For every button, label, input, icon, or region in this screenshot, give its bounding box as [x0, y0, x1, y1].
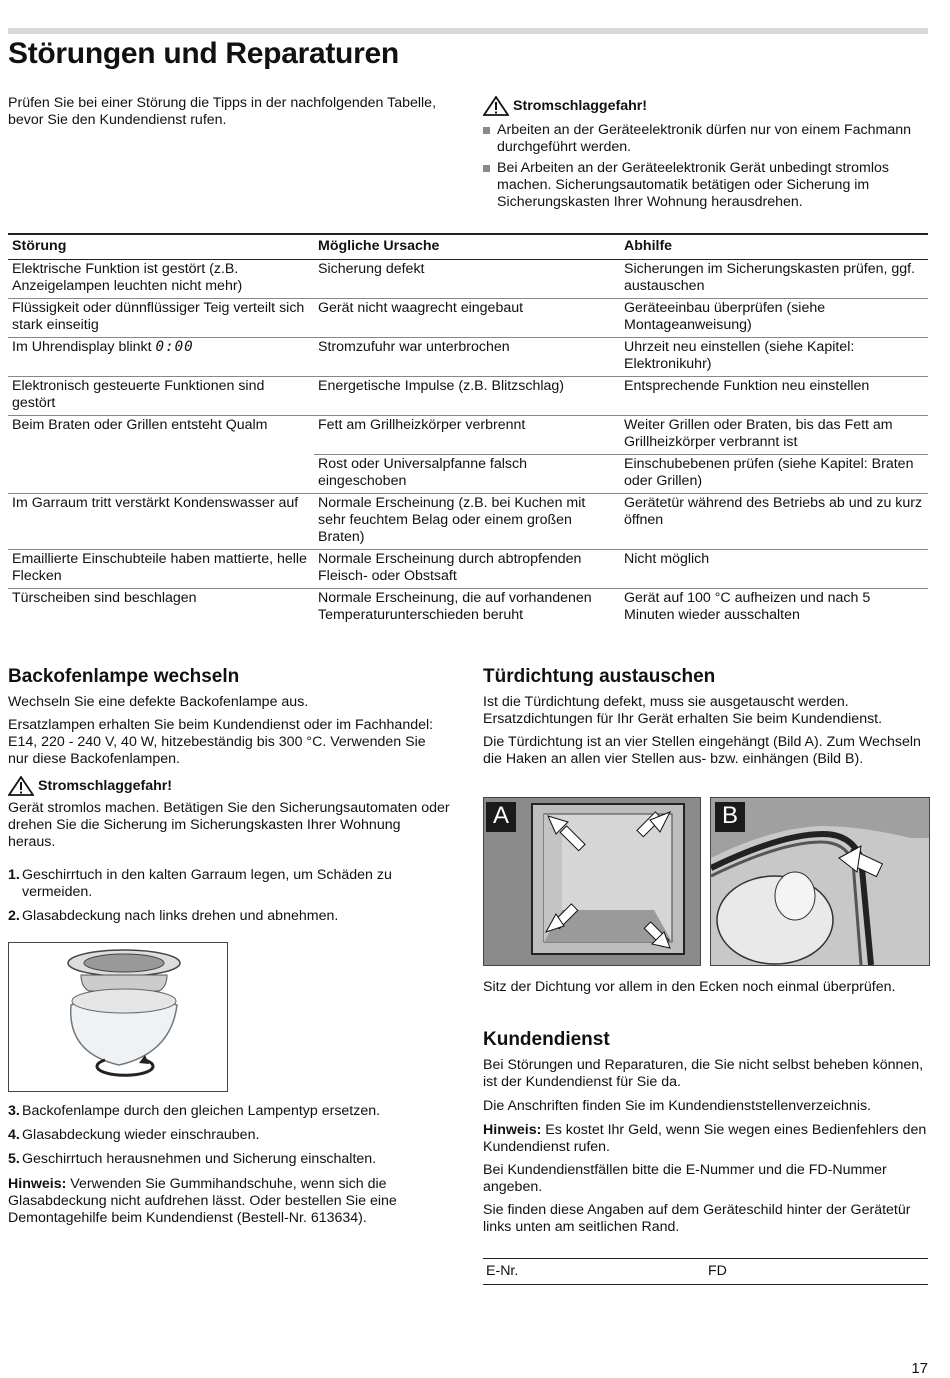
warning-triangle-icon	[8, 776, 34, 796]
lamp-steps	[8, 867, 450, 925]
clock-display-value: 0:00	[155, 339, 194, 355]
seal-heading: Türdichtung austauschen	[483, 666, 716, 687]
service-paragraph: Die Anschriften finden Sie im Kundendienststellenverzeichnis.	[483, 1098, 872, 1114]
top-rule	[8, 28, 928, 34]
remedy-cell: Gerätetür während des Betriebs ab und zu kurz öffnen	[620, 494, 928, 550]
lamp-cover-illustration	[9, 943, 227, 1091]
service-heading: Kundendienst	[483, 1029, 610, 1050]
lamp-figure	[8, 942, 228, 1092]
table-row	[8, 455, 928, 494]
seal-paragraph: Die Türdichtung ist an vier Stellen eingehängt (Bild A). Zum Wechseln die Haken an allen vier Stellen aus- bzw. einhängen (Bild B).	[483, 734, 921, 767]
warning-title	[483, 96, 928, 116]
warning-triangle-icon	[483, 96, 509, 116]
problem-cell: Im Uhrendisplay blinkt 0:00	[8, 338, 314, 377]
remedy-cell: Weiter Grillen oder Braten, bis das Fett am Grillheizkörper verbrannt ist	[620, 416, 928, 455]
problem-cell	[8, 455, 314, 494]
troubleshooting-table	[8, 233, 928, 627]
cause-cell: Sicherung defekt	[314, 260, 620, 299]
warning-title-text: Stromschlaggefahr!	[513, 97, 648, 114]
table-row	[8, 338, 928, 377]
problem-cell: Im Garraum tritt verstärkt Kondenswasser auf	[8, 494, 314, 550]
problem-cell: Türscheiben sind beschlagen	[12, 590, 197, 606]
table-row	[8, 416, 928, 455]
table-row	[8, 589, 928, 628]
service-section	[483, 1029, 928, 1236]
list-item: 2. Glasabdeckung nach links drehen und abnehmen.	[8, 908, 339, 924]
lamp-warning-title: Stromschlaggefahr!	[8, 776, 450, 796]
lamp-section	[8, 666, 450, 925]
fd-label: FD	[708, 1263, 727, 1279]
problem-cell: Elektronisch gesteuerte Funktionen sind gestört	[8, 377, 314, 416]
cause-cell: Gerät nicht waagrecht eingebaut	[314, 299, 620, 338]
table-row	[8, 299, 928, 338]
cause-cell: Stromzufuhr war unterbrochen	[314, 338, 620, 377]
column-header: Störung	[8, 234, 314, 260]
remedy-cell: Entsprechende Funktion neu einstellen	[620, 377, 928, 416]
table-row	[8, 377, 928, 416]
column-header: Abhilfe	[620, 234, 928, 260]
cause-cell: Normale Erscheinung durch abtropfenden Fleisch- oder Obstsaft	[314, 550, 620, 589]
warning-item: Arbeiten an der Geräteelektronik dürfen nur von einem Fachmann durchgeführt werden.	[483, 122, 928, 156]
remedy-cell: Sicherungen im Sicherungskasten prüfen, ggf. austauschen	[620, 260, 928, 299]
seal-paragraph: Sitz der Dichtung vor allem in den Ecken noch einmal überprüfen.	[483, 979, 896, 995]
problem-cell: Elektrische Funktion ist gestört (z.B. Anzeigelampen leuchten nicht mehr)	[8, 260, 314, 299]
column-header: Mögliche Ursache	[314, 234, 620, 260]
table-row	[8, 550, 928, 589]
cause-cell: Normale Erscheinung (z.B. bei Kuchen mit sehr feuchtem Belag oder einem großen Braten)	[314, 494, 620, 550]
warning-box	[483, 96, 928, 215]
seal-section	[483, 666, 928, 768]
service-paragraph: Bei Störungen und Reparaturen, die Sie nicht selbst beheben können, ist der Kundendienst für Sie da.	[483, 1057, 924, 1090]
door-seal-illustration-a	[484, 798, 700, 965]
figure-b	[710, 797, 930, 966]
lamp-paragraph: Ersatzlampen erhalten Sie beim Kundendienst oder im Fachhandel: E14, 220 - 240 V, 40 W, hitzebeständig bis 300 °C. Verwenden Sie nur diese Backofenlampen.	[8, 717, 434, 767]
table-row	[8, 260, 928, 299]
lamp-steps	[8, 1103, 450, 1168]
page-title: Störungen und Reparaturen	[8, 37, 399, 70]
seal-section-continued	[483, 979, 928, 996]
remedy-cell: Uhrzeit neu einstellen (siehe Kapitel: Elektronikuhr)	[620, 338, 928, 377]
problem-cell: Beim Braten oder Grillen entsteht Qualm	[12, 417, 268, 433]
figure-a-label: A	[486, 802, 516, 832]
problem-cell: Flüssigkeit oder dünnflüssiger Teig verteilt sich stark einseitig	[8, 299, 314, 338]
table-row	[8, 494, 928, 550]
warning-item: Bei Arbeiten an der Geräteelektronik Gerät unbedingt stromlos machen. Sicherungsautomatik betätigen oder Sicherung im Sicherungskasten Ihrer Wohnung herausdrehen.	[483, 160, 928, 211]
lamp-warning-text: Gerät stromlos machen. Betätigen Sie den Sicherungsautomaten oder drehen Sie die Sicherung im Sicherungskasten Ihrer Wohnung heraus.	[8, 800, 450, 850]
cause-cell: Energetische Impulse (z.B. Blitzschlag)	[314, 377, 620, 416]
lamp-heading: Backofenlampe wechseln	[8, 666, 240, 687]
list-item: 5. Geschirrtuch herausnehmen und Sicherung einschalten.	[8, 1151, 377, 1167]
service-paragraph: Bei Kundendienstfällen bitte die E-Nummer und die FD-Nummer angeben.	[483, 1162, 887, 1195]
lamp-paragraph: Wechseln Sie eine defekte Backofenlampe aus.	[8, 694, 309, 710]
service-paragraph: Sie finden diese Angaben auf dem Geräteschild hinter der Gerätetür links unten am seitlichen Rand.	[483, 1202, 911, 1235]
remedy-cell: Gerät auf 100 °C aufheizen und nach 5 Minuten wieder ausschalten	[624, 590, 871, 623]
remedy-cell: Einschubebenen prüfen (siehe Kapitel: Braten oder Grillen)	[620, 455, 928, 494]
cause-cell: Fett am Grillheizkörper verbrennt	[314, 416, 620, 455]
page-number: 17	[911, 1360, 928, 1377]
table-header-row	[8, 234, 928, 260]
enr-label: E-Nr.	[486, 1263, 519, 1279]
service-hint: Hinweis: Es kostet Ihr Geld, wenn Sie wegen eines Bedienfehlers den Kundendienst rufen.	[483, 1122, 927, 1155]
list-item: 4. Glasabdeckung wieder einschrauben.	[8, 1127, 260, 1143]
figure-b-label: B	[715, 802, 745, 832]
cause-cell: Normale Erscheinung, die auf vorhandenen Temperaturunterschieden beruht	[318, 590, 592, 623]
remedy-cell: Nicht möglich	[620, 550, 928, 589]
intro-text: Prüfen Sie bei einer Störung die Tipps in der nachfolgenden Tabelle, bevor Sie den Kundendienst rufen.	[8, 95, 437, 128]
list-item: 1. Geschirrtuch in den kalten Garraum legen, um Schäden zu vermeiden.	[8, 867, 392, 900]
figure-a	[483, 797, 701, 966]
problem-cell: Emaillierte Einschubteile haben mattierte, helle Flecken	[8, 550, 314, 589]
list-item: 3. Backofenlampe durch den gleichen Lampentyp ersetzen.	[8, 1103, 381, 1119]
lamp-section-continued	[8, 1103, 450, 1227]
lamp-hint: Hinweis: Verwenden Sie Gummihandschuhe, wenn sich die Glasabdeckung nicht aufdrehen lässt. Oder bestellen Sie eine Demontagehilfe beim Kundendienst (Bestell-Nr. 613634).	[8, 1176, 397, 1226]
remedy-cell: Geräteeinbau überprüfen (siehe Montageanweisung)	[620, 299, 928, 338]
cause-cell: Rost oder Universalpfanne falsch eingeschoben	[314, 455, 620, 494]
seal-paragraph: Ist die Türdichtung defekt, muss sie ausgetauscht werden. Ersatzdichtungen für Ihr Gerät erhalten Sie beim Kundendienst.	[483, 694, 883, 727]
enr-fd-field	[483, 1258, 928, 1285]
